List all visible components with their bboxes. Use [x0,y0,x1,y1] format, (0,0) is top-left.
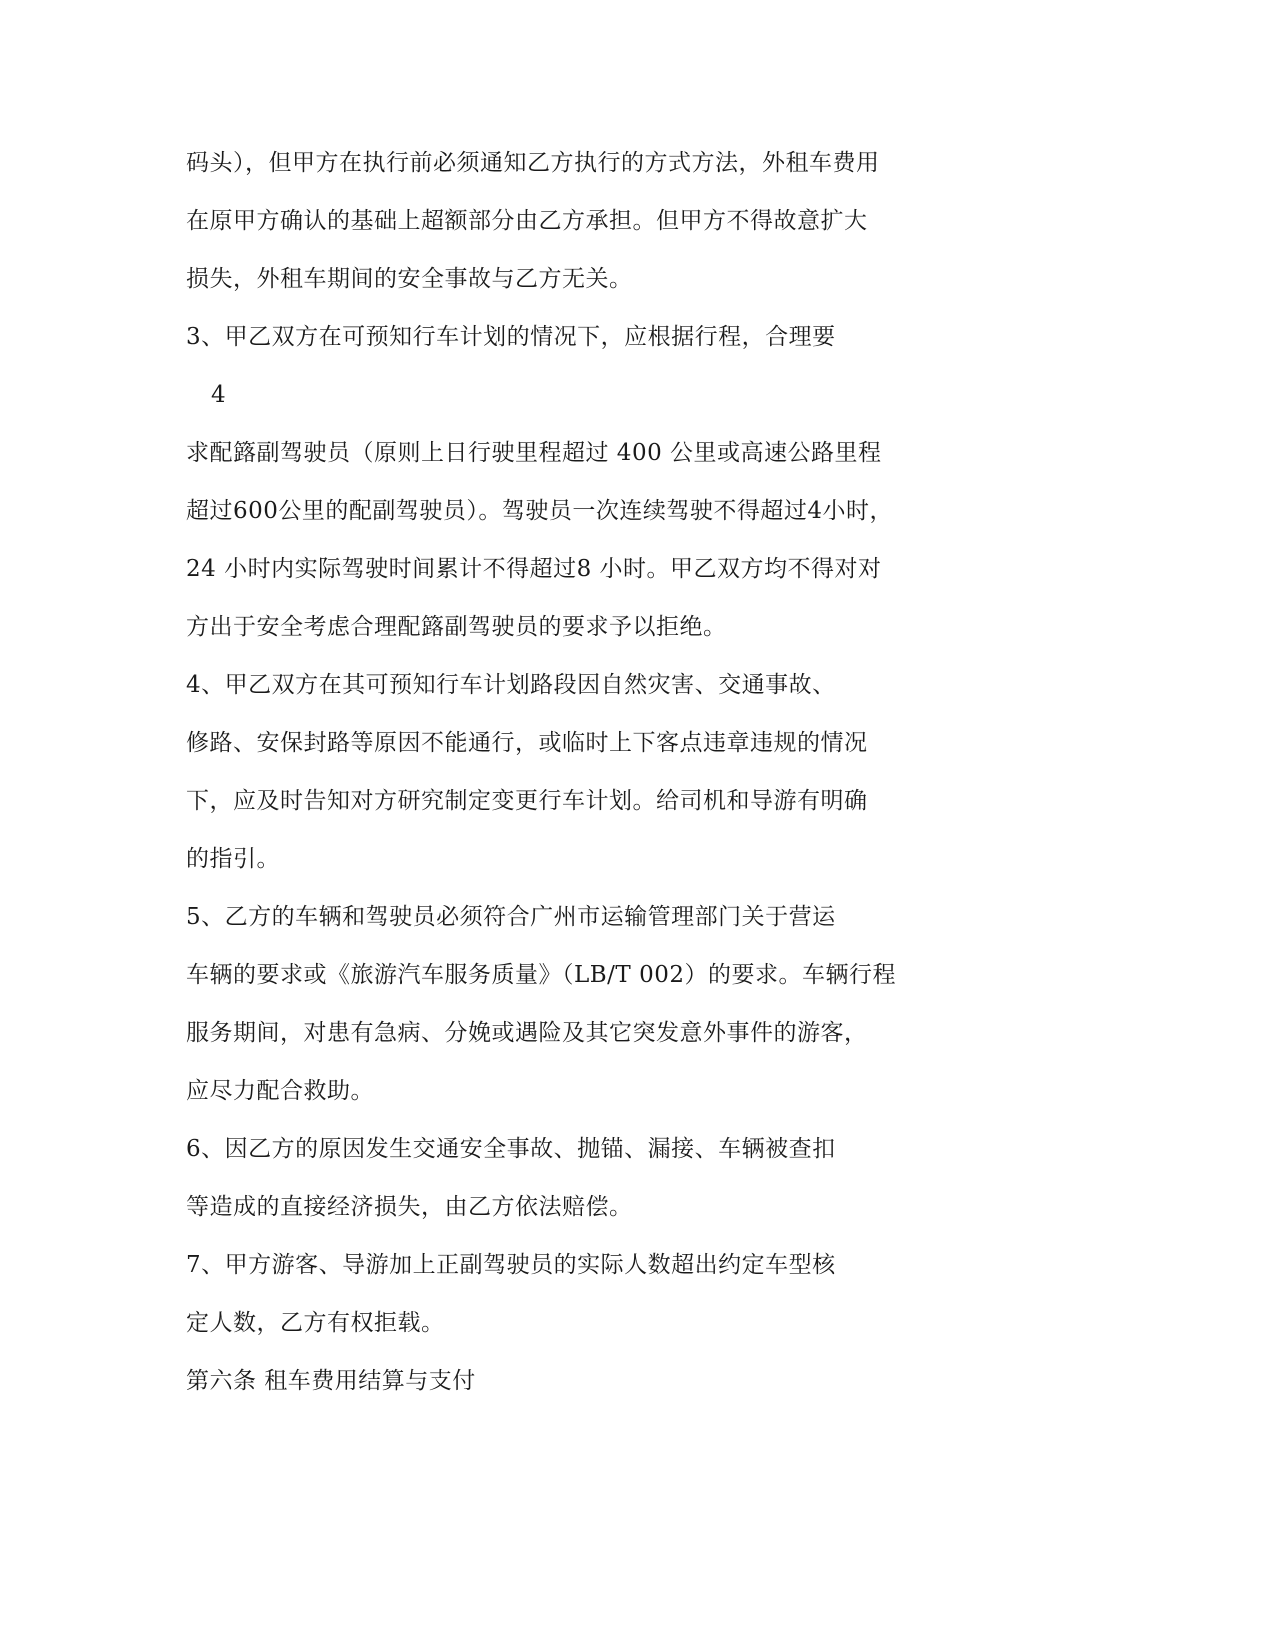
text-line: 24 小时内实际驾驶时间累计不得超过8 小时。甲乙双方均不得对对 [186,556,882,582]
text-line: 应尽力配合救助。 [186,1078,374,1104]
text-line: 在原甲方确认的基础上超额部分由乙方承担。但甲方不得故意扩大 [186,208,868,234]
text-line: 修路、安保封路等原因不能通行，或临时上下客点违章违规的情况 [186,730,868,756]
text-line: 求配簬副驾驶员（原则上日行驶里程超过 400 公里或高速公路里程 [186,440,882,466]
section-heading: 第六条 租车费用结算与支付 [186,1368,476,1394]
text-line: 超过600公里的配副驾驶员）。驾驶员一次连续驾驶不得超过4小时， [186,498,894,524]
text-line: 车辆的要求或《旅游汽车服务质量》（LB/T 002）的要求。车辆行程 [186,962,896,988]
text-line: 下，应及时告知对方研究制定变更行车计划。给司机和导游有明确 [186,788,868,814]
text-line: 5、乙方的车辆和驾驶员必须符合广州市运输管理部门关于营运 [186,904,836,930]
page-number: 4 [211,382,227,408]
text-line: 等造成的直接经济损失，由乙方依法赔偿。 [186,1194,633,1220]
text-line: 码头），但甲方在执行前必须通知乙方执行的方式方法，外租车费用 [186,150,880,176]
text-line: 服务期间，对患有急病、分娩或遇险及其它突发意外事件的游客， [186,1020,868,1046]
text-line: 方出于安全考虑合理配簬副驾驶员的要求予以拒绝。 [186,614,727,640]
text-line: 的指引。 [186,846,280,872]
text-line: 定人数，乙方有权拒载。 [186,1310,445,1336]
text-line: 6、因乙方的原因发生交通安全事故、抛锚、漏接、车辆被查扣 [186,1136,836,1162]
text-line: 7、甲方游客、导游加上正副驾驶员的实际人数超出约定车型核 [186,1252,836,1278]
text-line: 损失，外租车期间的安全事故与乙方无关。 [186,266,633,292]
text-line: 3、甲乙双方在可预知行车计划的情况下，应根据行程，合理要 [186,324,836,350]
text-line: 4、甲乙双方在其可预知行车计划路段因自然灾害、交通事故、 [186,672,836,698]
